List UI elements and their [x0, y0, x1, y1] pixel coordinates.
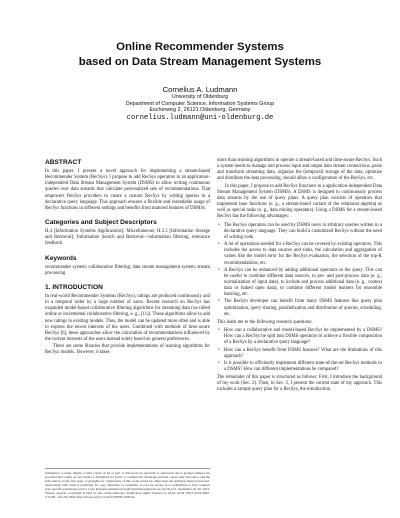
right-paragraph-1: more than learning algorithms to operate a stream-based and time-aware RecSys. Such a system needs to manage and process input and output data stream connections, parse and transform streaming data, organize the (temporal) storage of the data, optimize and distribute the data processing, should allow a configuration of the RecSys, etc.: [217, 158, 382, 182]
author-block: [0, 85, 400, 122]
paper-title-line-1: Online Recommender Systems: [116, 41, 284, 53]
abstract-text: In this paper, I present a novel approach for implementing a stream-based Recommender System (RecSys). I propose to add RecSys operators to an application-independent Data Stream Management System (DSMS) to allow writing continuous queries over data streams that calculate personalized sets of recommendations. That empowers RecSys providers to create a custom RecSys by writing queries in a declarative query language. This approach ensures a flexible and extendable usage of RecSys functions in different settings and benefits from matured features of DSMSs.: [45, 169, 210, 211]
research-questions-list: [217, 328, 382, 373]
advantages-list: [217, 223, 382, 318]
list-item: • Is it possible to efficiently implement different state-of-the-art RecSys methods to a DSMS? How can different implementations be compared?: [217, 361, 382, 373]
introduction-paragraph-1: In real-world Recommender Systems (RecSys), ratings are produced continuously and in a temporal order by a large number of users. Recent research on RecSys has expanded model-based collaborative filtering algorithms for streaming data (so-called online or incremental collaborative filtering, e. g., [11]). These algorithms allow to add new ratings to existing models. Thus, the model can be updated more often and is able to express the recent interests of the users. Combined with methods of time-aware RecSys [6], these approaches allow the calculation of recommendations influenced by the current interests of the users instead solely based on general preferences.: [45, 293, 211, 342]
author-affiliation-department: Department of Computer Science, Information Systems Group: [125, 100, 275, 107]
categories-text: H.4 [Information Systems Applications]: Miscellaneous; H.3.3 [Information Storage and Retrieval]: Information Search and Retrieval—information filtering, relevance feedback: [45, 229, 210, 247]
abstract-heading: ABSTRACT: [45, 159, 82, 166]
keywords-heading: Keywords: [45, 254, 77, 262]
list-item: • The RecSys operators can be used by DSMS users in arbitrary queries written in a declarative query language. They can build a customized RecSys without the need of writing code.: [217, 223, 382, 241]
list-item: • How can a RecSys benefit from DSMS features? What are the limitations of this approach?: [217, 348, 382, 360]
right-paragraph-2: In this paper, I propose to add RecSys functions to a application-independent Data Stream Management System (DSMS). A DSMS is designed to continuously process data streams by the use of query plans. A query plan consists of operators that implement base functions (e. g., a stream-based variant of the relational algebra) as well as special tasks (e. g., data mining operators). Using a DSMS for a stream-based RecSys has the following advantages:: [217, 183, 382, 220]
right-paragraph-4: The remainder of this paper is structured as follows: First, I introduce the background of my work (Sec. 2). Then, in Sec. 3, I present the current state of my approach. This includes a sample query plan for a RecSys, the introduction: [217, 375, 382, 393]
keywords-text: recommender system; collaborative filtering; data stream management system; stream processing: [45, 264, 210, 276]
list-item: • The RecSys developer can benefit from many DSMS features like query plan optimization, query sharing, parallelization and distribution of queries, scheduling, etc.: [217, 299, 382, 317]
author-email: cornelius.ludmann@uni-oldenburg.de: [126, 113, 274, 122]
author-affiliation-university: University of Oldenburg: [171, 94, 229, 100]
permission-footnote: Permission to make digital or hard copies of all or part of this work for personal or classroom use is granted without fee provided that copies are not made or distributed for profit or commercial advantage and that copies bear this notice and the full citation on the first page. Copyrights for components of this work owned by others than the author(s) must be honored. Abstracting with credit is permitted. To copy otherwise, or republish, to post on servers or to redistribute to lists, requires prior specific permission and/or a fee. Request permissions from Permissions@acm.org. RecSys'15, September 16–20, 2015, Vienna, Austria. Copyright is held by the owner/author(s). Publication rights licensed to ACM. ACM 978-1-4503-3692-5/15/09 ...$15.00. DOI: http://dx.doi.org/10.1145/2792838.2796544 .: [45, 468, 210, 499]
list-item: • How can a collaborative and model-based RecSys be implemented by a DSMS? How can a RecSys be split into DSMS operators to achieve a flexible composition of a RecSys by a declarative query language?: [217, 328, 382, 346]
introduction-paragraph-2: There are some libraries that provide implementations of learning algorithms for RecSys models. However, it takes: [45, 344, 210, 356]
right-column: [217, 158, 382, 395]
categories-heading: Categories and Subject Descriptors: [45, 219, 157, 227]
author-address: Escherweg 2, 26121 Oldenburg, Germany: [149, 107, 251, 113]
introduction-heading: 1. INTRODUCTION: [45, 283, 103, 291]
left-column: [45, 158, 210, 357]
list-item: • A lot of operations needed for a RecSys can be covered by existing operators. This includes the access to data sources and sinks, the calculation and aggregation of values like the model error for the RecSys evaluation, the selection of the top-K recommendations, etc.: [217, 242, 382, 267]
title-block: [0, 40, 400, 69]
right-paragraph-3: This leads me to the following research questions:: [217, 319, 313, 325]
paper-title-line-2: based on Data Stream Management Systems: [78, 55, 322, 68]
list-item: • A RecSys can be enhanced by adding additional operators to the query. This can be useful to combine different data sources, to pre- and post-process data (e. g., normalization of input data), to include and process additional data (e. g., context data or linked open data), to combine different model learners for ensemble learning, etc.: [217, 268, 382, 299]
author-name: Cornelius A. Ludmann: [162, 85, 238, 94]
